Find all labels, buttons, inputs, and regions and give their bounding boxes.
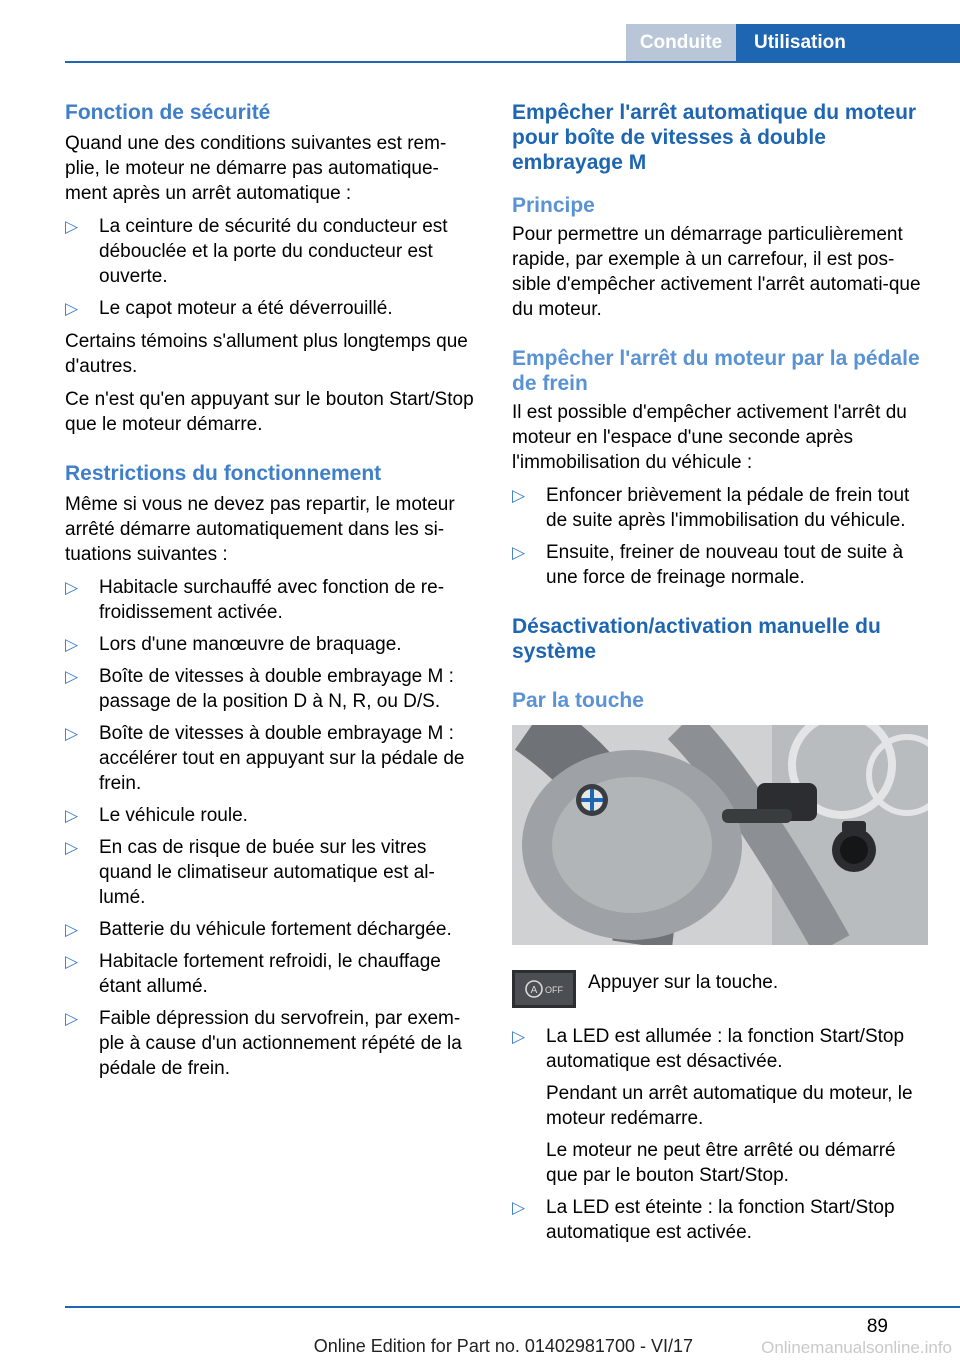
bullet-list-pedale	[512, 483, 928, 590]
triangle-bullet-icon: ▷	[512, 486, 526, 505]
triangle-bullet-icon: ▷	[65, 217, 79, 236]
section-title-restrictions: Restrictions du fonctionnement	[65, 462, 382, 485]
footer-rule	[65, 1306, 960, 1308]
triangle-bullet-icon: ▷	[65, 667, 79, 686]
list-item: ▷ Boîte de vitesses à double embrayage M : accélérer tout en appuyant sur la pédale de frein.	[65, 723, 465, 794]
paragraph: Même si vous ne devez pas repartir, le moteur arrêté démarre automatiquement dans les si-tuations suivantes :	[65, 494, 455, 565]
button-instruction-row	[512, 970, 928, 1008]
button-instruction: Appuyer sur la touche.	[588, 972, 779, 993]
section-title-principe: Principe	[512, 194, 595, 217]
triangle-bullet-icon: ▷	[65, 635, 79, 654]
paragraph: Quand une des conditions suivantes est rem-plie, le moteur ne démarre pas automatique-ment après un arrêt automatique :	[65, 133, 447, 204]
paragraph: Le moteur ne peut être arrêté ou démarré que par le bouton Start/Stop.	[546, 1140, 896, 1186]
list-item: ▷ Ensuite, freiner de nouveau tout de suite à une force de freinage normale.	[512, 542, 904, 588]
page-number: 89	[866, 1316, 888, 1337]
chapter-tabs	[626, 24, 960, 62]
list-item: ▷ La LED est éteinte : la fonction Start/Stop automatique est activée.	[512, 1197, 895, 1243]
watermark: Onlinemanualsonline.info	[761, 1338, 952, 1357]
list-item: ▷ Batterie du véhicule fortement déchargée.	[65, 919, 452, 940]
right-column	[512, 100, 928, 1253]
section-title-securite: Fonction de sécurité	[65, 101, 271, 124]
triangle-bullet-icon: ▷	[65, 806, 79, 825]
list-item: ▷ Enfoncer brièvement la pédale de frein tout de suite après l'immobilisation du véhicule.	[512, 485, 910, 531]
paragraph: Il est possible d'empêcher activement l'arrêt du moteur en l'espace d'une seconde après l'immobilisation du véhicule :	[512, 402, 907, 473]
paragraph: Pendant un arrêt automatique du moteur, le moteur redémarre.	[546, 1083, 913, 1129]
paragraph: Ce n'est qu'en appuyant sur le bouton Start/Stop que le moteur démarre.	[65, 389, 474, 435]
svg-text:A: A	[530, 985, 538, 996]
button-icon-off-label: OFF	[545, 985, 563, 995]
triangle-bullet-icon: ▷	[65, 952, 79, 971]
bullet-list-led	[512, 1024, 928, 1245]
list-item: ▷ Le capot moteur a été déverrouillé.	[65, 298, 393, 319]
header-rule	[65, 61, 960, 63]
list-item: ▷ Boîte de vitesses à double embrayage M : passage de la position D à N, R, ou D/S.	[65, 666, 454, 712]
section-title-manuel: Désactivation/activation manuelle du système	[512, 615, 881, 663]
list-item: ▷ Habitacle surchauffé avec fonction de re-froidissement activée.	[65, 577, 445, 623]
list-item: ▷ Faible dépression du servofrein, par exem-ple à cause d'un actionnement répété de la pédale de frein.	[65, 1008, 462, 1079]
left-column	[65, 100, 481, 1089]
list-item: ▷ Habitacle fortement refroidi, le chauffage étant allumé.	[65, 951, 441, 997]
auto-start-stop-off-button-icon	[512, 970, 576, 1008]
list-item: ▷ Le véhicule roule.	[65, 805, 248, 826]
triangle-bullet-icon: ▷	[512, 1027, 526, 1046]
paragraph: Certains témoins s'allument plus longtemps que d'autres.	[65, 331, 468, 377]
tab-utilisation[interactable]: Utilisation	[736, 24, 960, 62]
triangle-bullet-icon: ▷	[65, 920, 79, 939]
bullet-list-restrictions	[65, 575, 481, 1081]
triangle-bullet-icon: ▷	[512, 543, 526, 562]
section-title-pedale: Empêcher l'arrêt du moteur par la pédale de frein	[512, 347, 920, 395]
steering-wheel-photo	[512, 725, 928, 945]
list-item: ▷ Lors d'une manœuvre de braquage.	[65, 634, 402, 655]
triangle-bullet-icon: ▷	[65, 1009, 79, 1028]
triangle-bullet-icon: ▷	[512, 1198, 526, 1217]
main-title: Empêcher l'arrêt automatique du moteur pour boîte de vitesses à double embrayage M	[512, 101, 917, 174]
bullet-list-securite	[65, 214, 481, 321]
list-item: ▷ En cas de risque de buée sur les vitres quand le climatiseur automatique est al-lumé.	[65, 837, 435, 908]
list-item: ▷ La LED est allumée : la fonction Start/Stop automatique est désactivée. Pendant un arrêt automatique du moteur, le moteur redémarre. Le moteur ne peut être arrêté ou démarré que par le bouton Start/Stop.	[512, 1024, 928, 1188]
triangle-bullet-icon: ▷	[65, 838, 79, 857]
paragraph: Pour permettre un démarrage particulièrement rapide, par exemple à un carrefour, il est pos-sible d'empêcher activement l'arrêt automati-que du moteur.	[512, 224, 921, 320]
triangle-bullet-icon: ▷	[65, 299, 79, 318]
edition-label: Online Edition for Part no. 01402981700 - VI/17	[313, 1336, 693, 1356]
triangle-bullet-icon: ▷	[65, 578, 79, 597]
tab-conduite[interactable]: Conduite	[626, 24, 736, 62]
triangle-bullet-icon: ▷	[65, 724, 79, 743]
section-title-touche: Par la touche	[512, 689, 644, 712]
list-item: ▷ La ceinture de sécurité du conducteur est débouclée et la porte du conducteur est ouverte.	[65, 216, 448, 287]
